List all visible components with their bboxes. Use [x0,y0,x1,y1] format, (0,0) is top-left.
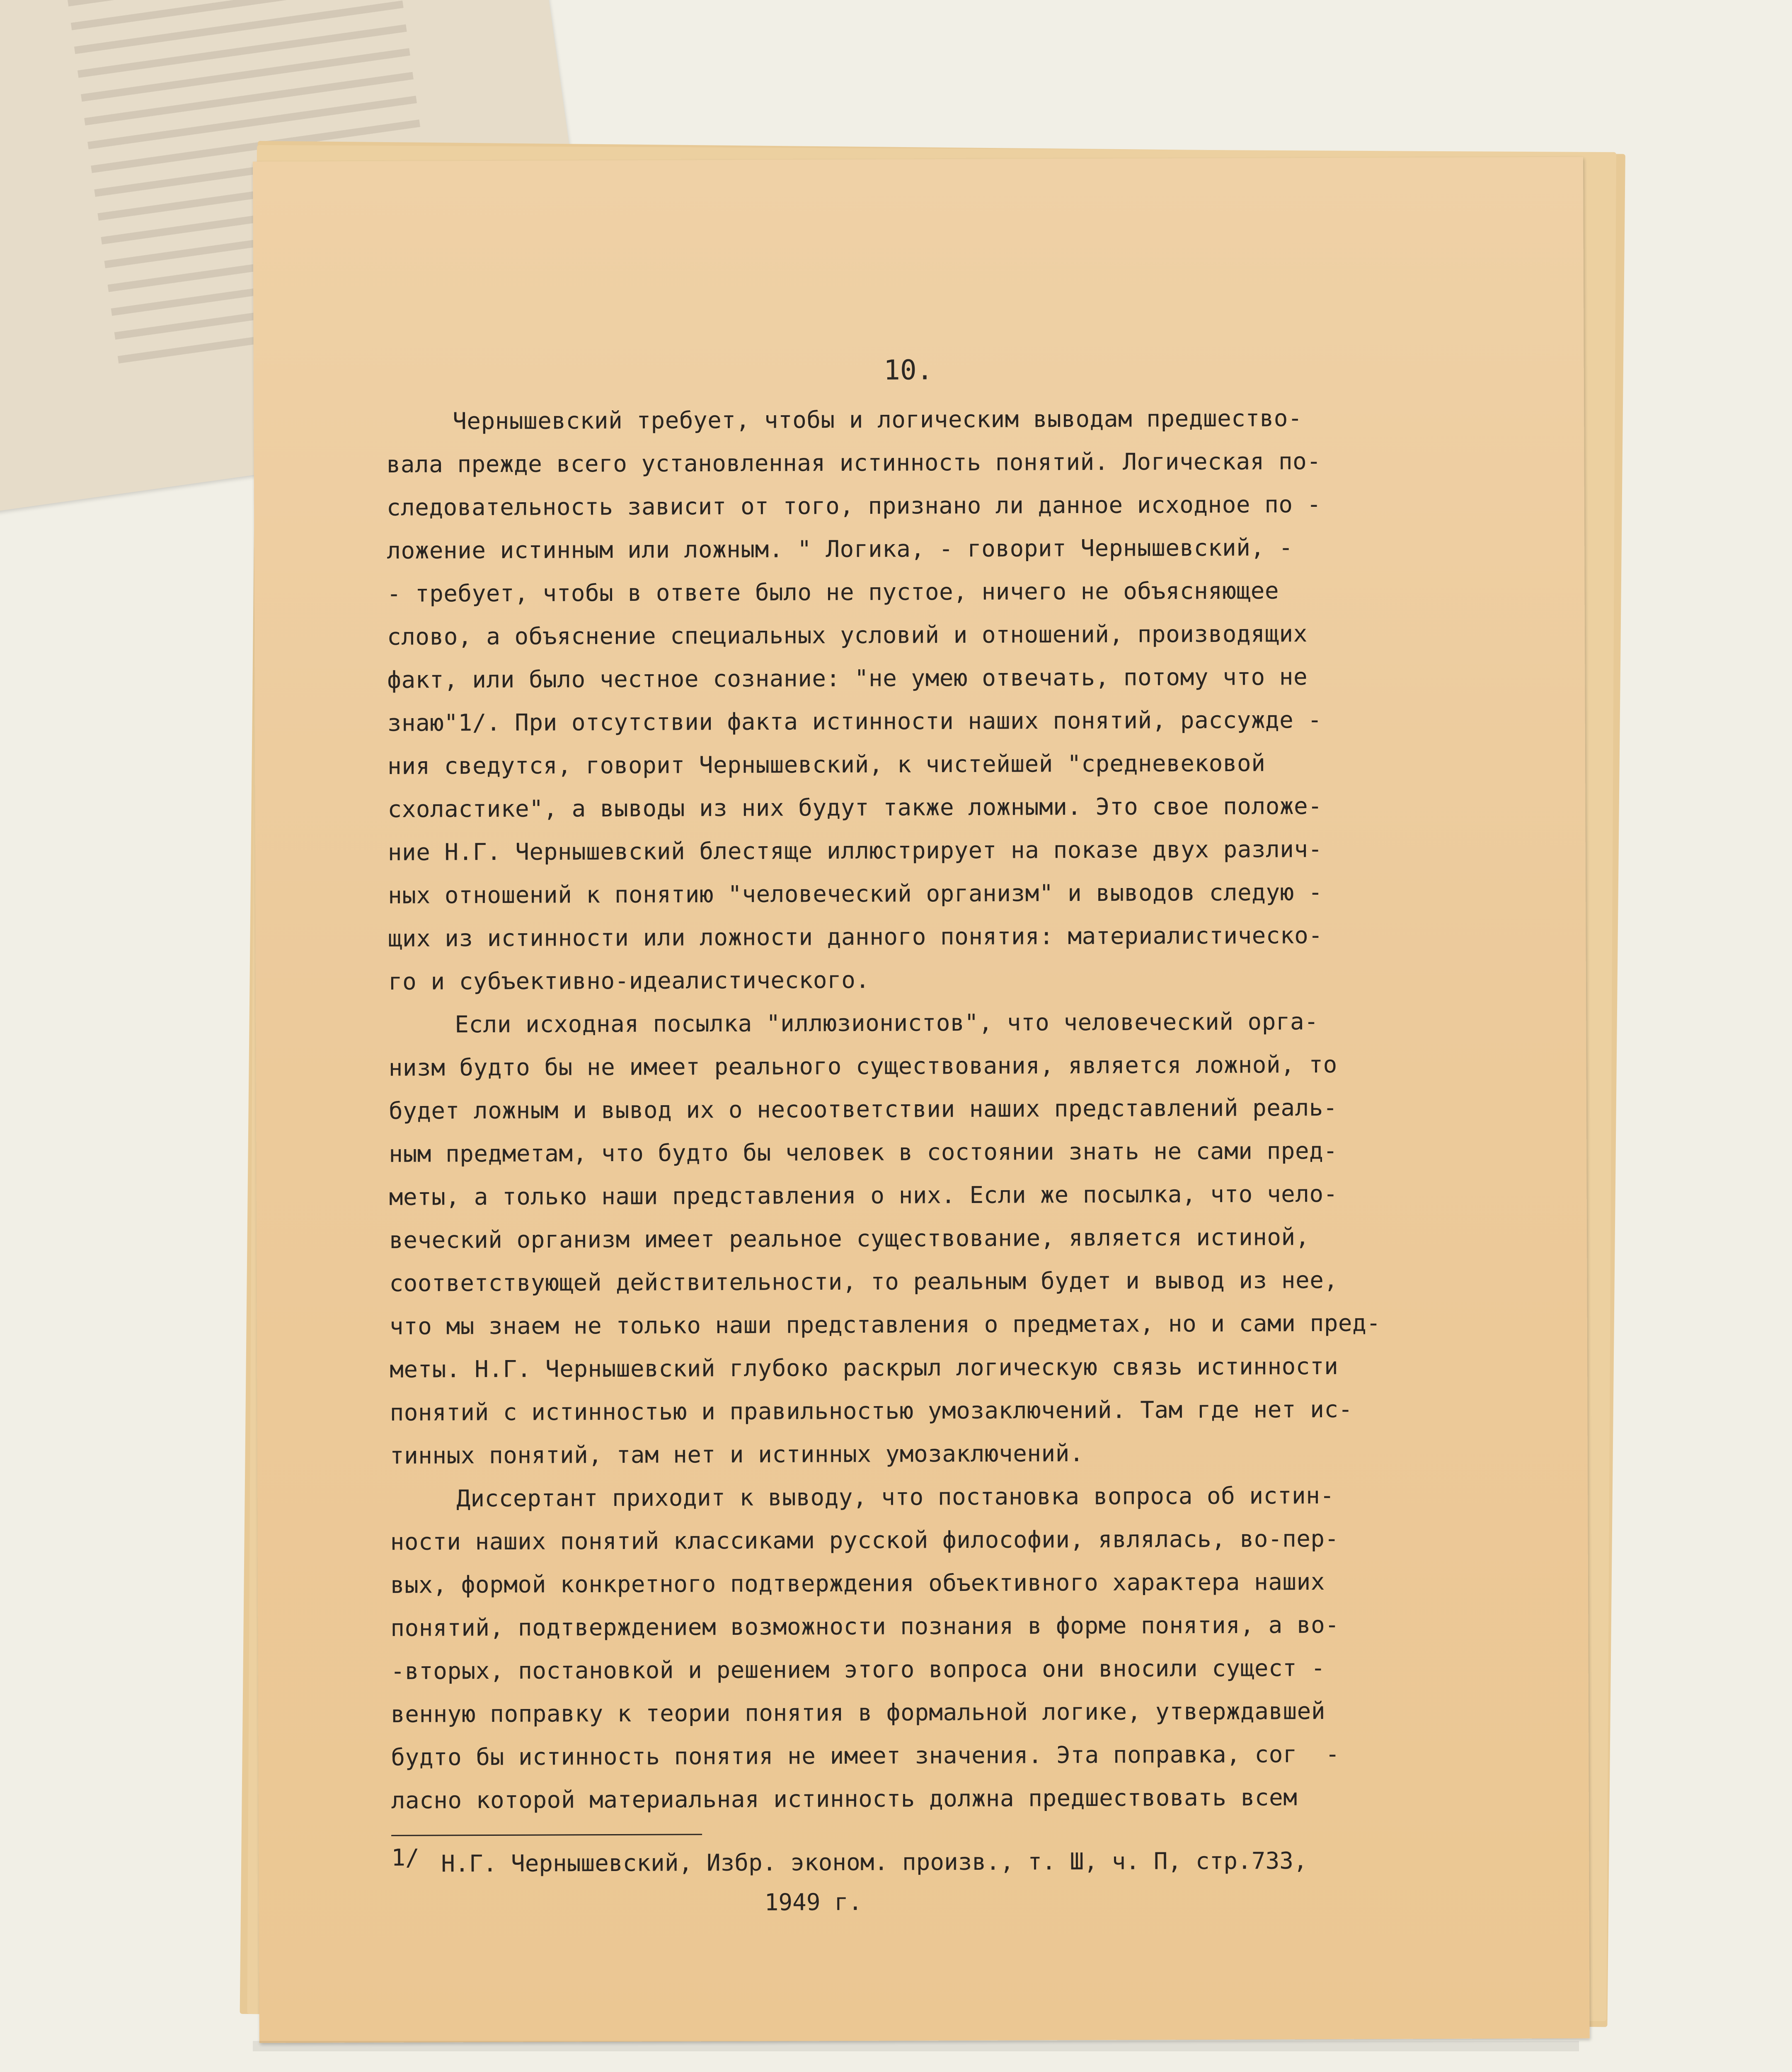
text-line: соответствующей действительности, то реальным будет и вывод из нее, [389,1266,1338,1297]
paragraph [388,1000,1434,1478]
text-line: факт, или было честное сознание: "не умею отвечать, потому что не [387,663,1308,694]
text-line: что мы знаем не только наши представления о предметах, но и сами пред- [389,1310,1381,1340]
text-line: веческий организм имеет реальное существование, является истиной, [389,1224,1310,1254]
text-line: слово, а объяснение специальных условий и отношений, производящих [387,620,1308,651]
text-line: тинных понятий, там нет и истинных умозаключений. [390,1440,1084,1469]
text-line: вала прежде всего установленная истинность понятий. Логическая по- [386,448,1321,478]
text-line: ложение истинным или ложным. " Логика, - говорит Чернышевский, - [387,534,1293,564]
paragraph [386,397,1433,1004]
text-line: следовательность зависит от того, признано ли данное исходное по - [386,491,1321,521]
body-text [386,397,1436,1823]
text-line: ние Н.Г. Чернышевский блестяще иллюстрирует на показе двух различ- [387,836,1322,866]
text-line: ных отношений к понятию "человеческий организм" и выводов следую - [388,879,1323,909]
footnote [391,1841,1436,1924]
text-line: понятий, подтверждением возможности познания в форме понятия, а во- [390,1611,1339,1642]
text-line: Диссертант приходит к выводу, что постановка вопроса об истин- [456,1482,1334,1513]
text-line: будто бы истинность понятия не имеет значения. Эта поправка, сог - [391,1740,1340,1771]
text-line: низм будто бы не имеет реального существования, является ложной, то [388,1051,1337,1082]
footnote-line-2: 1949 г. [764,1888,862,1916]
text-line: знаю"1/. При отсутствии факта истинности наших понятий, рассужде - [387,707,1322,737]
footnote-marker: 1/ [391,1844,419,1871]
paragraph [390,1474,1436,1823]
footnote-divider [391,1834,702,1836]
text-line: ным предметам, что будто бы человек в состоянии знать не сами пред- [389,1137,1338,1168]
text-line: будет ложным и вывод их о несоответствии наших представлений реаль- [388,1094,1338,1125]
text-line: вых, формой конкретного подтверждения объективного характера наших [390,1568,1325,1599]
page-shadow [253,2041,1579,2051]
text-line: ности наших понятий классиками русской философии, являлась, во-пер- [390,1525,1339,1556]
text-line: меты. Н.Г. Чернышевский глубоко раскрыл логическую связь истинности [390,1353,1339,1383]
text-line: Если исходная посылка "иллюзионистов", что человеческий орга- [455,1008,1319,1038]
text-line: венную поправку к теории понятия в формальной логике, утверждавшей [390,1697,1326,1728]
page-content [386,352,1436,1924]
page-number: 10. [884,354,933,386]
text-line: меты, а только наши представления о них. Если же посылка, что чело- [389,1180,1338,1211]
text-line: щих из истинности или ложности данного понятия: материалистическо- [388,922,1323,952]
text-line: Чернышевский требует, чтобы и логическим выводам предшество- [453,405,1303,435]
text-line: понятий с истинностью и правильностью умозаключений. Там где нет ис- [390,1396,1353,1426]
text-line: го и субъективно-идеалистического. [388,966,870,995]
footnote-line-1: Н.Г. Чернышевский, Избр. эконом. произв., т. Ш, ч. П, стр.733, [441,1847,1308,1878]
text-line: -вторых, постановкой и решением этого вопроса они вносили сущест - [390,1654,1325,1685]
text-line: схоластике", а выводы из них будут также ложными. Это свое положе- [387,793,1322,823]
text-line: ния сведутся, говорит Чернышевский, к чистейшей "средневековой [387,750,1266,780]
text-line: - требует, чтобы в ответе было не пустое, ничего не объясняющее [387,577,1279,608]
text-line: ласно которой материальная истинность должна предшествовать всем [391,1784,1298,1814]
document-page [253,157,1590,2043]
footnote-text [441,1841,1419,1924]
